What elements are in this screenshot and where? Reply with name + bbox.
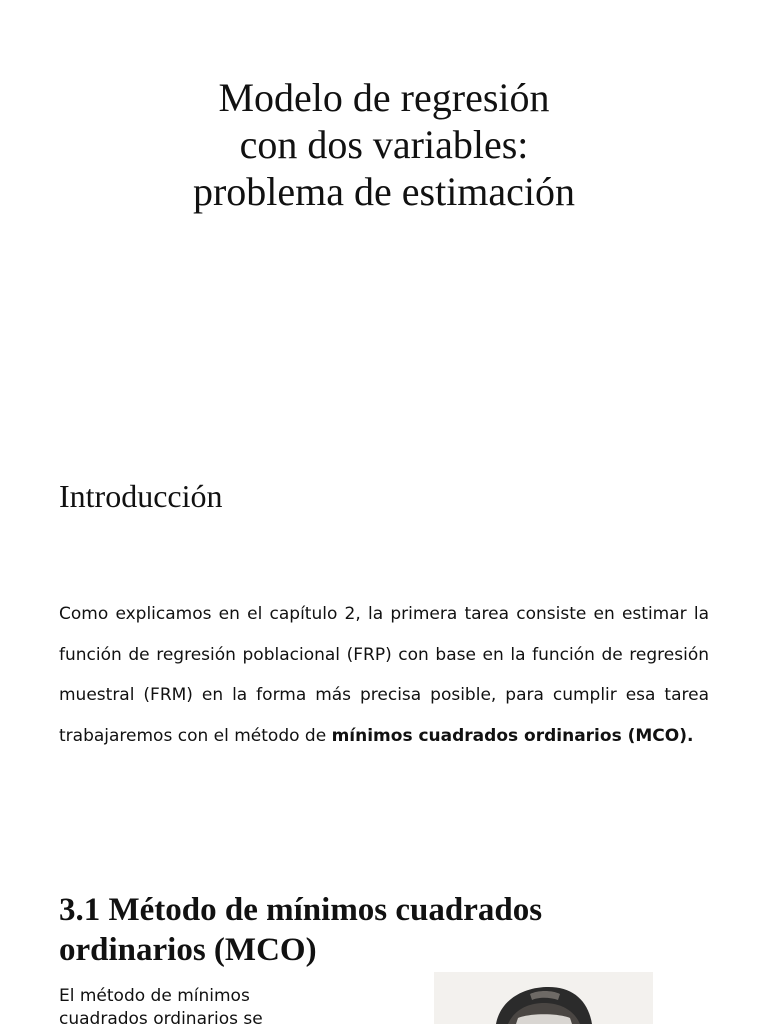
section-paragraph bbox=[59, 985, 299, 1031]
section-heading-line-2: ordinarios (MCO) bbox=[59, 932, 317, 968]
portrait-image bbox=[434, 972, 653, 1024]
section-heading-line-1: 3.1 Método de mínimos cuadrados bbox=[59, 892, 543, 928]
intro-paragraph-text: Como explicamos en el capítulo 2, la primera tarea consiste en estimar la función de regresión poblacional (FRP) con base en la función de regresión muestral (FRM) en la forma más precisa posible, para cumplir esa tarea trabajaremos con el método de bbox=[59, 604, 709, 746]
section-heading bbox=[59, 890, 542, 970]
title-line-1: Modelo de regresión bbox=[218, 75, 550, 120]
title-line-2: con dos variables: bbox=[239, 122, 529, 167]
intro-paragraph bbox=[59, 594, 709, 756]
section-paragraph-line-1: El método de mínimos bbox=[59, 986, 250, 1006]
document-title bbox=[0, 74, 768, 215]
intro-heading: Introducción bbox=[59, 478, 223, 514]
section-paragraph-line-2: cuadrados ordinarios se bbox=[59, 1009, 263, 1029]
portrait-illustration bbox=[434, 972, 653, 1024]
intro-paragraph-bold: mínimos cuadrados ordinarios (MCO). bbox=[331, 725, 694, 746]
title-line-3: problema de estimación bbox=[192, 169, 576, 214]
